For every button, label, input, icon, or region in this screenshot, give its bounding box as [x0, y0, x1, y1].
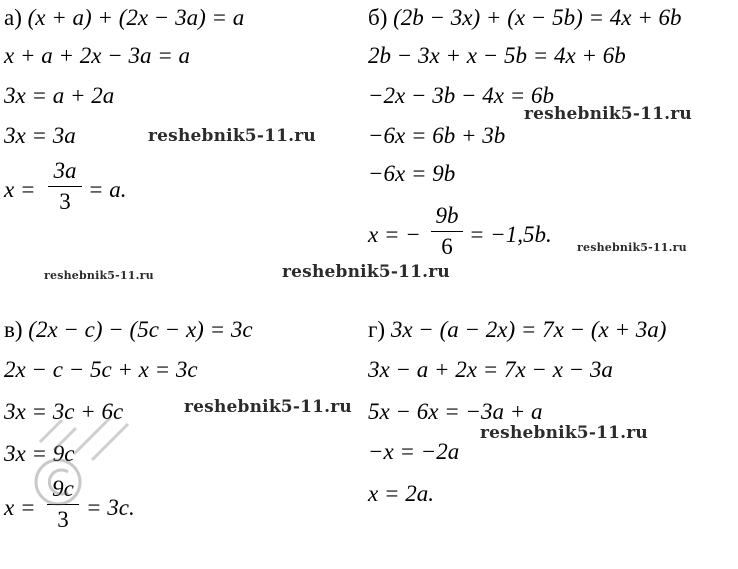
- problem-a-marker: а): [4, 5, 22, 30]
- copyright-stamp-icon: [18, 390, 136, 520]
- problem-a-step2: 3x = a + 2a: [4, 83, 115, 108]
- problem-a-step1: x + a + 2x − 3a = a: [4, 43, 190, 68]
- watermark: reshebnik5-11.ru: [480, 423, 648, 443]
- problem-a-fraction-den: 3: [59, 189, 71, 214]
- problem-v-marker: в): [4, 317, 23, 342]
- problem-b-fraction-den: 6: [441, 234, 453, 259]
- problem-v-step1: 2x − c − 5c + x = 3c: [4, 357, 198, 382]
- problem-a-final-suffix: = a.: [88, 177, 127, 202]
- problem-b-fraction-bar: [431, 231, 463, 232]
- problem-b-final-prefix: x = −: [368, 222, 421, 247]
- watermark: reshebnik5-11.ru: [148, 126, 316, 146]
- problem-g-step1: 3x − a + 2x = 7x − x − 3a: [368, 357, 613, 382]
- problem-b-marker: б): [368, 5, 388, 30]
- problem-b-fraction-num: 9b: [435, 203, 459, 228]
- problem-a-equation: (x + a) + (2x − 3a) = a: [27, 5, 245, 30]
- problem-v-equation: (2x − c) − (5c − x) = 3c: [28, 317, 253, 342]
- problem-b-step3: −6x = 6b + 3b: [368, 123, 506, 148]
- problem-g-equation: 3x − (a − 2x) = 7x − (x + 3a): [390, 317, 667, 342]
- problem-g-step2: 5x − 6x = −3a + a: [368, 399, 543, 424]
- problem-b-step1: 2b − 3x + x − 5b = 4x + 6b: [368, 43, 626, 68]
- problem-v-fraction-num: 9c: [52, 476, 74, 501]
- problem-g-marker: г): [368, 317, 386, 342]
- problem-a-fraction-num: 3a: [53, 158, 77, 183]
- problem-a-step3: 3x = 3a: [4, 123, 76, 148]
- watermark: reshebnik5-11.ru: [44, 269, 154, 282]
- problem-v-header: [4, 318, 253, 342]
- problem-b-step4: −6x = 9b: [368, 161, 456, 186]
- problem-g-header: [368, 318, 666, 342]
- problem-v-fraction-den: 3: [57, 507, 69, 532]
- problem-g-step3: −x = −2a: [368, 439, 460, 464]
- problem-b-header: [368, 6, 682, 30]
- watermark: reshebnik5-11.ru: [184, 397, 352, 417]
- problem-b-step2: −2x − 3b − 4x = 6b: [368, 83, 554, 108]
- watermark: reshebnik5-11.ru: [282, 262, 450, 282]
- problem-g-final: x = 2a.: [368, 481, 434, 506]
- problem-b-equation: (2b − 3x) + (x − 5b) = 4x + 6b: [393, 5, 682, 30]
- watermark: reshebnik5-11.ru: [577, 241, 687, 254]
- problem-a-final-prefix: x =: [4, 177, 36, 202]
- problem-a-fraction-bar: [48, 186, 82, 187]
- problem-b-final-suffix: = −1,5b.: [469, 222, 552, 247]
- problem-a-header: [4, 6, 244, 30]
- problem-v-final-prefix: x =: [4, 495, 36, 520]
- problem-v-step2: 3x = 3c + 6c: [4, 399, 124, 424]
- watermark: reshebnik5-11.ru: [524, 104, 692, 124]
- problem-v-final-suffix: = 3c.: [86, 495, 135, 520]
- problem-a-fraction: [48, 158, 82, 215]
- problem-b-fraction: [431, 203, 463, 260]
- problem-v-step3: 3x = 9c: [4, 441, 75, 466]
